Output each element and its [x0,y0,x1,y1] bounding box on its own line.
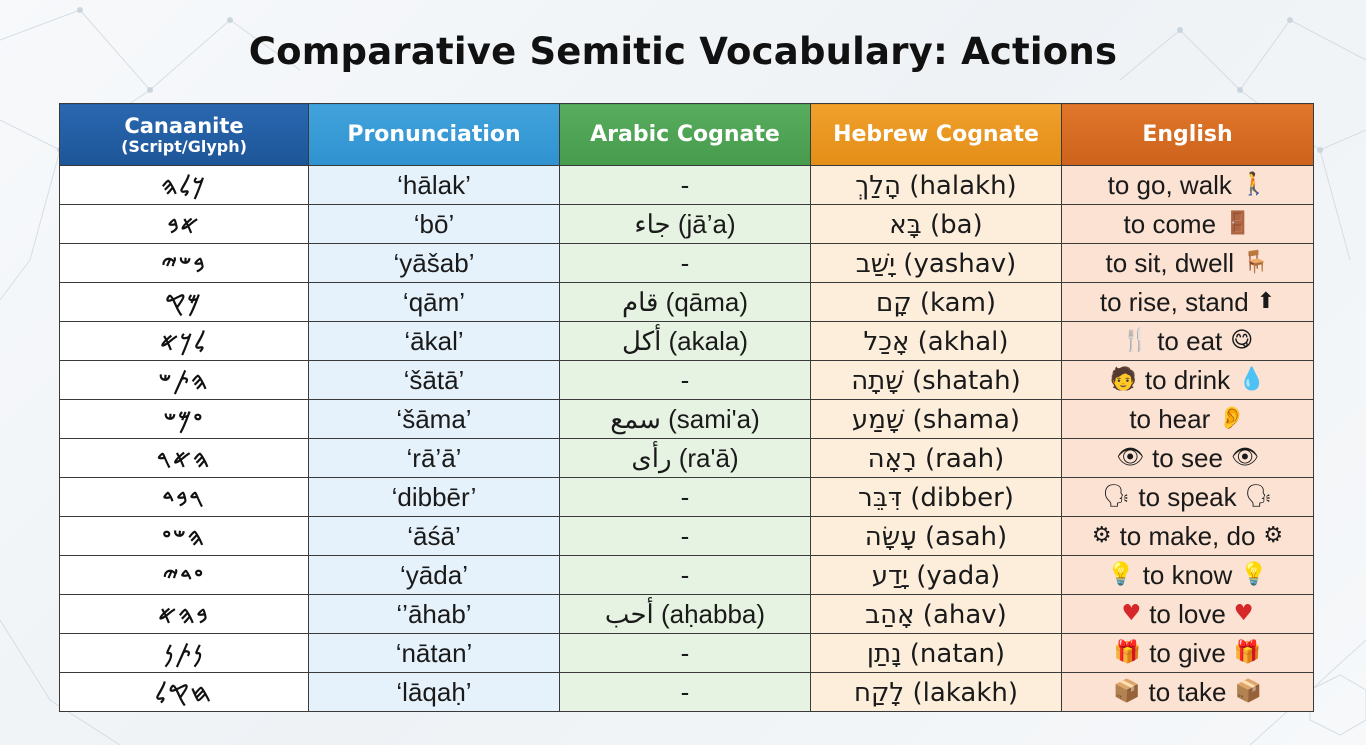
arabic-cognate-cell [560,673,811,712]
table-row [60,517,1314,556]
pronunciation-cell-text: ‘šātā’ [403,364,465,395]
canaanite-glyph-cell-text: 𐤁𐤄𐤀 [158,600,210,629]
pronunciation-cell-text: ‘qām’ [402,286,466,317]
english-cell-content [1062,478,1313,516]
canaanite-glyph-cell-text: 𐤍𐤕𐤍 [163,639,205,668]
hebrew-cognate-cell-text: אָהַב (ahav) [865,599,1007,630]
arabic-cognate-cell-text: جاء (jā’a) [634,208,736,239]
hebrew-cognate-cell [811,439,1062,478]
hebrew-cognate-cell-text: יָשַׁב (yashav) [855,248,1017,279]
arabic-cognate-cell [560,244,811,283]
hebrew-cognate-cell [811,244,1062,283]
table-row [60,556,1314,595]
table-row [60,322,1314,361]
canaanite-glyph-cell-text: 𐤄𐤕𐤔 [158,366,210,395]
arabic-cognate-cell-text: - [680,169,690,200]
hebrew-cognate-cell [811,517,1062,556]
english-gloss: to go, walk [1107,169,1232,200]
arabic-cognate-cell-text: - [680,364,690,395]
canaanite-glyph-cell [60,556,309,595]
canaanite-glyph-cell [60,400,309,439]
english-cell [1062,634,1314,673]
table-row [60,283,1314,322]
pronunciation-cell [309,439,560,478]
pronunciation-cell-text: ‘dibbēr’ [391,481,477,512]
arabic-cognate-cell-text: رأى (ra'ā) [631,442,739,473]
hebrew-cognate-cell-text: דִּבֵּר (dibber) [858,482,1014,513]
english-cell-content [1062,322,1313,360]
canaanite-glyph-cell-text: 𐤄𐤔𐤏 [162,522,206,551]
canaanite-glyph-cell-text: 𐤋𐤊𐤀 [160,327,208,356]
pronunciation-cell [309,322,560,361]
speaking-head-icon: 🗣 [1102,484,1131,509]
table-row [60,595,1314,634]
english-cell [1062,166,1314,205]
hebrew-cognate-cell [811,400,1062,439]
pronunciation-cell [309,673,560,712]
pronunciation-cell [309,205,560,244]
arabic-cognate-cell [560,517,811,556]
canaanite-glyph-cell-text: 𐤓𐤁𐤃 [162,483,206,512]
pronunciation-cell-text: ‘yāšab’ [393,247,475,278]
canaanite-glyph-cell [60,205,309,244]
arabic-cognate-cell-text: - [680,481,690,512]
canaanite-glyph-cell-text: 𐤇𐤒𐤋 [155,678,213,707]
pronunciation-cell-text: ‘’āhab’ [396,598,472,629]
water-glass-icon: 💧 [1238,367,1266,392]
pronunciation-cell-text: ‘lāqaḥ’ [396,676,472,707]
table-row [60,439,1314,478]
canaanite-glyph-cell [60,166,309,205]
table-row [60,634,1314,673]
english-gloss: to take [1148,676,1227,707]
pronunciation-cell [309,244,560,283]
person-sitting-icon: 🪑 [1242,250,1270,275]
ear-icon: 👂 [1218,406,1246,431]
pronunciation-cell-text: ‘āśā’ [407,520,461,551]
heart-icon: ♥ [1121,601,1142,626]
hebrew-cognate-cell [811,283,1062,322]
english-gloss: to speak [1138,481,1237,512]
english-cell [1062,283,1314,322]
hebrew-cognate-cell-text: אָכַל (akhal) [863,326,1009,357]
english-gloss: to make, do [1119,520,1256,551]
pronunciation-cell [309,595,560,634]
vocabulary-table [59,103,1314,712]
english-cell [1062,205,1314,244]
canaanite-glyph-cell [60,322,309,361]
lightbulb-thought-icon: 💡 [1240,562,1268,587]
english-cell-content [1062,283,1313,321]
gear-hand-icon: ⚙ [1091,523,1112,548]
arabic-cognate-cell [560,205,811,244]
arabic-cognate-cell [560,400,811,439]
english-cell [1062,595,1314,634]
pronunciation-cell [309,556,560,595]
table-row [60,244,1314,283]
pronunciation-cell-text: ‘hālak’ [397,169,471,200]
box-hand-icon: 📦 [1113,679,1141,704]
hebrew-cognate-cell [811,166,1062,205]
gift-hand-icon: 🎁 [1113,640,1142,665]
header-canaanite-label: Canaanite [124,113,244,138]
canaanite-glyph-cell [60,283,309,322]
canaanite-glyph-cell-text: 𐤏𐤌𐤔 [163,405,205,434]
english-cell [1062,244,1314,283]
english-cell-content [1062,673,1313,711]
english-cell-content [1062,244,1313,282]
hebrew-cognate-cell [811,478,1062,517]
hebrew-cognate-cell [811,556,1062,595]
pronunciation-cell [309,400,560,439]
arabic-cognate-cell [560,556,811,595]
canaanite-glyph-cell-text: 𐤌𐤒 [165,288,203,317]
person-entering-door-icon: 🚪 [1224,211,1252,236]
english-cell [1062,400,1314,439]
canaanite-glyph-cell-text: 𐤄𐤀𐤓 [156,444,212,473]
hebrew-cognate-cell-text: בָּא (ba) [889,209,983,240]
pronunciation-cell-text: ‘nātan’ [395,637,473,668]
pronunciation-cell-text: ‘šāma’ [396,403,472,434]
hebrew-cognate-cell [811,205,1062,244]
hebrew-cognate-cell-text: הָלַךְ (halakh) [855,170,1017,201]
canaanite-glyph-cell [60,244,309,283]
pronunciation-cell [309,478,560,517]
hebrew-cognate-cell-text: לָקַח (lakakh) [854,677,1018,708]
english-gloss: to see [1152,442,1223,473]
hebrew-cognate-cell [811,322,1062,361]
pronunciation-cell-text: ‘bō’ [413,208,455,239]
arabic-cognate-cell-text: أحب (aḥabba) [604,598,766,629]
english-cell-content [1062,439,1313,477]
canaanite-glyph-cell [60,673,309,712]
canaanite-glyph-cell [60,361,309,400]
canaanite-glyph-cell [60,595,309,634]
english-gloss: to know [1142,559,1233,590]
hebrew-cognate-cell [811,361,1062,400]
english-cell-content [1062,517,1313,555]
pronunciation-cell-text: ‘yāda’ [400,559,468,590]
header-canaanite-sublabel: (Script/Glyph) [121,136,247,156]
table-row [60,673,1314,712]
english-cell-content [1062,556,1313,594]
english-cell [1062,673,1314,712]
hebrew-cognate-cell-text: שָׁמַע (shama) [851,404,1021,435]
canaanite-glyph-cell-text: 𐤀𐤁 [167,210,201,239]
table-row [60,205,1314,244]
arabic-cognate-cell [560,478,811,517]
hebrew-cognate-cell-text: קָם (kam) [875,287,997,318]
eye-icon: 👁 [1116,445,1145,470]
gears-icon: ⚙ [1263,523,1284,548]
arabic-cognate-cell [560,595,811,634]
person-rising-icon: ⬆ [1256,289,1276,314]
arabic-cognate-cell-text: قام (qāma) [621,286,749,317]
pronunciation-cell [309,517,560,556]
english-gloss: to come [1123,208,1217,239]
arabic-cognate-cell [560,322,811,361]
pronunciation-cell-text: ‘rā’ā’ [406,442,462,473]
canaanite-glyph-cell-text: 𐤁𐤔𐤉 [161,249,207,278]
canaanite-glyph-cell [60,634,309,673]
hebrew-cognate-cell-text: נָתַן (natan) [866,638,1006,669]
arabic-cognate-cell [560,634,811,673]
arabic-cognate-cell-text: - [680,676,690,707]
arabic-cognate-cell-text: - [680,247,690,278]
canaanite-glyph-cell [60,439,309,478]
english-cell [1062,478,1314,517]
hebrew-cognate-cell [811,634,1062,673]
header-hebrew: Hebrew Cognate [811,104,1062,166]
header-english: English [1062,104,1314,166]
english-cell [1062,361,1314,400]
english-cell [1062,517,1314,556]
hebrew-cognate-cell-text: רָאָה (raah) [867,443,1005,474]
english-gloss: to rise, stand [1099,286,1249,317]
page-title: Comparative Semitic Vocabulary: Actions [248,30,1118,73]
arabic-cognate-cell-text: أكل (akala) [622,325,748,356]
english-cell [1062,556,1314,595]
gift-icon: 🎁 [1233,640,1262,665]
english-gloss: to hear [1129,403,1211,434]
eye-icon: 👁 [1230,445,1259,470]
heart-icon: ♥ [1233,601,1254,626]
table-row [60,361,1314,400]
arabic-cognate-cell-text: سمع (sami'a) [610,403,760,434]
box-icon: 📦 [1234,679,1262,704]
english-cell-content [1062,400,1313,438]
arabic-cognate-cell [560,439,811,478]
arabic-cognate-cell [560,361,811,400]
arabic-cognate-cell [560,166,811,205]
english-gloss: to eat [1157,325,1223,356]
arabic-cognate-cell-text: - [680,637,690,668]
table-header-row [60,104,1314,166]
table-row [60,478,1314,517]
english-cell [1062,439,1314,478]
canaanite-glyph-cell-text: 𐤊𐤋𐤄 [161,171,207,200]
english-cell [1062,322,1314,361]
walking-person-icon: 🚶 [1239,172,1268,197]
canaanite-glyph-cell-text: 𐤏𐤃𐤉 [162,561,206,590]
canaanite-glyph-cell [60,478,309,517]
lightbulb-thought-icon: 💡 [1107,562,1135,587]
english-cell-content [1062,634,1313,672]
arabic-cognate-cell-text: - [680,520,690,551]
english-cell-content [1062,205,1313,243]
hebrew-cognate-cell-text: עָשָׂה (asah) [864,521,1008,552]
english-gloss: to sit, dwell [1105,247,1235,278]
english-gloss: to love [1149,598,1226,629]
english-gloss: to drink [1144,364,1231,395]
smiling-face-icon: 😋 [1230,328,1254,353]
hebrew-cognate-cell [811,673,1062,712]
hebrew-cognate-cell-text: שָׁתָה (shatah) [851,365,1021,396]
header-arabic: Arabic Cognate [560,104,811,166]
english-cell-content [1062,166,1313,204]
hebrew-cognate-cell [811,595,1062,634]
person-eating-icon: 🍴 [1121,328,1150,353]
person-drinking-icon: 🧑 [1109,367,1137,392]
english-cell-content [1062,595,1313,633]
arabic-cognate-cell [560,283,811,322]
header-canaanite [60,104,309,166]
pronunciation-cell [309,166,560,205]
pronunciation-cell-text: ‘ākal’ [404,325,464,356]
arabic-cognate-cell-text: - [680,559,690,590]
hebrew-cognate-cell-text: יָדַע (yada) [871,560,1001,591]
pronunciation-cell [309,283,560,322]
header-pronunciation: Pronunciation [309,104,560,166]
english-cell-content [1062,361,1313,399]
table-row [60,166,1314,205]
pronunciation-cell [309,634,560,673]
english-gloss: to give [1149,637,1226,668]
canaanite-glyph-cell [60,517,309,556]
speaking-head-icon: 🗣 [1244,484,1273,509]
pronunciation-cell [309,361,560,400]
table-row [60,400,1314,439]
